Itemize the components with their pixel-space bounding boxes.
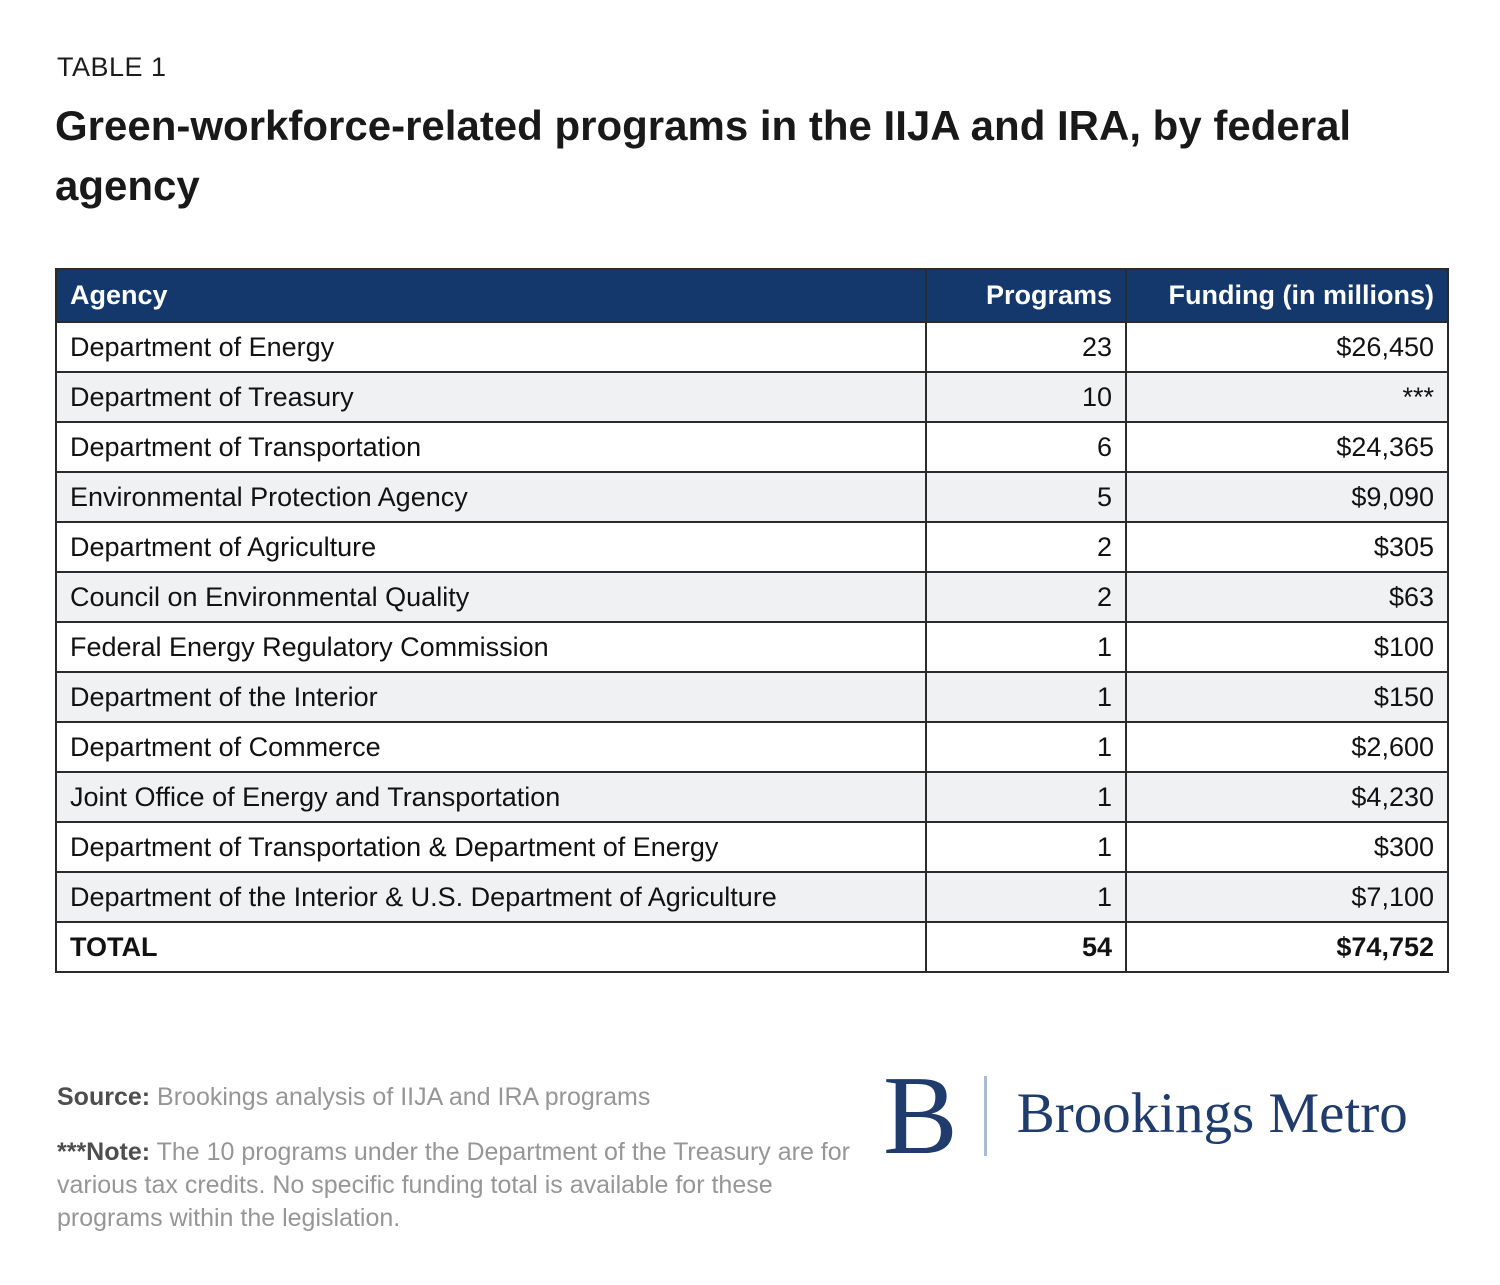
funding-cell: $24,365 — [1126, 422, 1448, 472]
funding-cell: $4,230 — [1126, 772, 1448, 822]
programs-cell: 1 — [926, 772, 1126, 822]
funding-cell: $305 — [1126, 522, 1448, 572]
agency-cell: Department of Treasury — [56, 372, 926, 422]
funding-cell: $150 — [1126, 672, 1448, 722]
source-text: Brookings analysis of IIJA and IRA programs — [150, 1083, 651, 1111]
programs-cell: 2 — [926, 522, 1126, 572]
agency-cell: Federal Energy Regulatory Commission — [56, 622, 926, 672]
total-row — [56, 922, 1448, 972]
table-row — [56, 722, 1448, 772]
programs-cell: 1 — [926, 722, 1126, 772]
page-title: Green-workforce-related programs in the IIJA and IRA, by federal agency — [55, 102, 1352, 209]
logo-divider — [984, 1076, 987, 1156]
total-label-cell: TOTAL — [56, 922, 926, 972]
programs-cell: 2 — [926, 572, 1126, 622]
agency-cell: Department of Transportation & Department of Energy — [56, 822, 926, 872]
table-row — [56, 822, 1448, 872]
table-row — [56, 372, 1448, 422]
programs-cell: 1 — [926, 622, 1126, 672]
table-header — [56, 269, 1448, 322]
source-label: Source: — [57, 1083, 151, 1111]
funding-cell: $300 — [1126, 822, 1448, 872]
table-body — [56, 322, 1448, 922]
table-row — [56, 572, 1448, 622]
column-header-funding: Funding (in millions) — [1126, 269, 1448, 322]
funding-cell: $63 — [1126, 572, 1448, 622]
brookings-metro-logo — [883, 1054, 1448, 1178]
programs-cell: 10 — [926, 372, 1126, 422]
footnote-label: ***Note: — [57, 1138, 151, 1166]
agency-cell: Department of the Interior & U.S. Department of Agriculture — [56, 872, 926, 922]
programs-cell: 1 — [926, 672, 1126, 722]
programs-cell: 6 — [926, 422, 1126, 472]
programs-cell: 1 — [926, 872, 1126, 922]
funding-cell: $100 — [1126, 622, 1448, 672]
footnote — [57, 1136, 869, 1235]
agency-cell: Department of Transportation — [56, 422, 926, 472]
funding-cell: $26,450 — [1126, 322, 1448, 372]
table-row — [56, 672, 1448, 722]
agency-cell: Department of the Interior — [56, 672, 926, 722]
agency-cell: Environmental Protection Agency — [56, 472, 926, 522]
agency-cell: Department of Commerce — [56, 722, 926, 772]
column-header-agency: Agency — [56, 269, 926, 322]
source-note — [57, 1083, 650, 1112]
agency-cell: Department of Agriculture — [56, 522, 926, 572]
brookings-metro-wordmark: Brookings Metro — [1016, 1081, 1408, 1145]
total-funding-cell: $74,752 — [1126, 922, 1448, 972]
table-row — [56, 472, 1448, 522]
table-number-label: TABLE 1 — [57, 52, 167, 82]
column-header-programs: Programs — [926, 269, 1126, 322]
table-row — [56, 872, 1448, 922]
header-row — [56, 269, 1448, 322]
table-total-section — [56, 922, 1448, 972]
table-row — [56, 772, 1448, 822]
funding-cell: $9,090 — [1126, 472, 1448, 522]
table-row — [56, 622, 1448, 672]
table-row — [56, 322, 1448, 372]
footnote-text: The 10 programs under the Department of the Treasury are for various tax credits. No specific funding total is available for these programs within the legislation. — [57, 1138, 850, 1232]
programs-cell: 23 — [926, 322, 1126, 372]
table-row — [56, 422, 1448, 472]
funding-cell: $2,600 — [1126, 722, 1448, 772]
funding-cell: $7,100 — [1126, 872, 1448, 922]
programs-cell: 1 — [926, 822, 1126, 872]
total-programs-cell: 54 — [926, 922, 1126, 972]
agency-cell: Joint Office of Energy and Transportation — [56, 772, 926, 822]
programs-cell: 5 — [926, 472, 1126, 522]
brookings-b-monogram: B — [883, 1054, 958, 1178]
agency-programs-table — [55, 268, 1449, 973]
agency-cell: Council on Environmental Quality — [56, 572, 926, 622]
table-row — [56, 522, 1448, 572]
funding-cell: *** — [1126, 372, 1448, 422]
agency-cell: Department of Energy — [56, 322, 926, 372]
